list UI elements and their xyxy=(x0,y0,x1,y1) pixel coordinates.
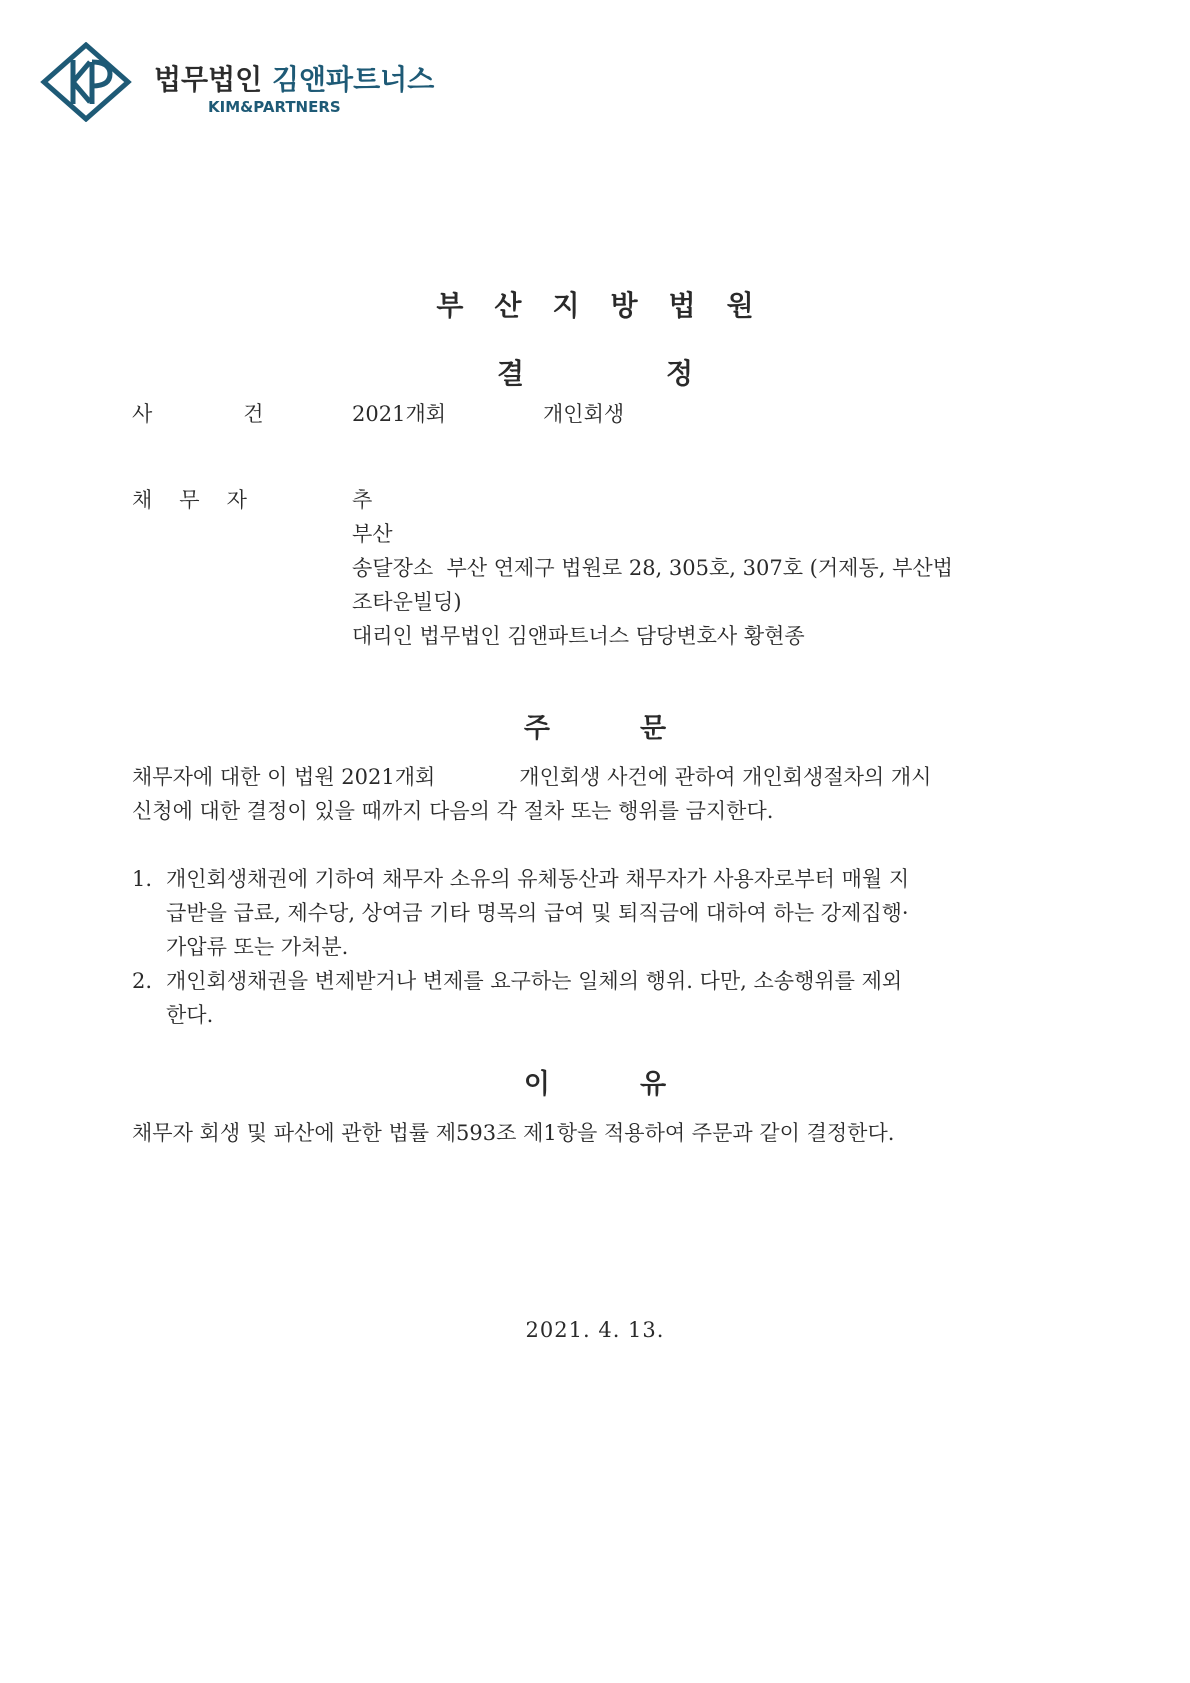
firm-name-english: KIM&PARTNERS xyxy=(208,98,341,116)
order-item-line: 개인회생채권을 변제받거나 변제를 요구하는 일체의 행위. 다만, 소송행위를 제외 xyxy=(166,969,903,993)
legal-agent: 대리인 법무법인 김앤파트너스 담당변호사 황현종 xyxy=(352,624,805,648)
reason-text: 채무자 회생 및 파산에 관한 법률 제593조 제1항을 적용하여 주문과 같이 결정한다. xyxy=(132,1121,895,1145)
service-address-line2: 조타운빌딩) xyxy=(352,590,462,614)
order-item xyxy=(132,862,909,964)
court-name: 부산지방법원 xyxy=(436,289,785,322)
firm-name-korean xyxy=(154,58,434,98)
reason-heading: 이유 xyxy=(523,1069,757,1100)
order-intro-line1 xyxy=(132,760,931,794)
case-name: 개인회생 xyxy=(543,402,625,426)
order-heading: 주문 xyxy=(523,713,757,744)
order-item-line: 한다. xyxy=(166,1003,214,1027)
order-item-line: 개인회생채권에 기하여 채무자 소유의 유체동산과 채무자가 사용자로부터 매월 지 xyxy=(166,867,910,891)
firm-name-korean-part2: 김앤파트너스 xyxy=(271,63,435,96)
firm-name-korean-part1: 법무법인 xyxy=(154,63,263,96)
debtor-name: 추 xyxy=(352,488,373,512)
service-address-line1 xyxy=(352,552,953,585)
order-item-number: 2. xyxy=(132,969,153,993)
order-items-list xyxy=(132,862,909,1032)
order-item-number: 1. xyxy=(132,867,153,891)
order-item-line: 급받을 급료, 제수당, 상여금 기타 명목의 급여 및 퇴직금에 대하여 하는 강제집행· xyxy=(166,901,909,925)
debtor-label: 채무자 xyxy=(132,488,274,512)
order-intro-part1: 채무자에 대한 이 법원 2021개회 xyxy=(132,765,436,789)
order-item xyxy=(132,964,909,1032)
service-address: 부산 연제구 법원로 28, 305호, 307호 (거제동, 부산법 xyxy=(446,556,953,580)
case-number: 2021개회 xyxy=(352,402,447,426)
document-type: 결정 xyxy=(496,357,836,390)
order-intro-line2: 신청에 대한 결정이 있을 때까지 다음의 각 절차 또는 행위를 금지한다. xyxy=(132,799,774,823)
kp-emblem-icon xyxy=(40,42,132,122)
debtor-address: 부산 xyxy=(352,522,393,546)
service-label: 송달장소 xyxy=(352,556,434,580)
order-item-line: 가압류 또는 가처분. xyxy=(166,935,349,959)
case-label: 사건 xyxy=(132,402,355,426)
order-intro-part2: 개인회생 사건에 관하여 개인회생절차의 개시 xyxy=(519,765,932,789)
decision-date: 2021. 4. 13. xyxy=(525,1318,665,1342)
